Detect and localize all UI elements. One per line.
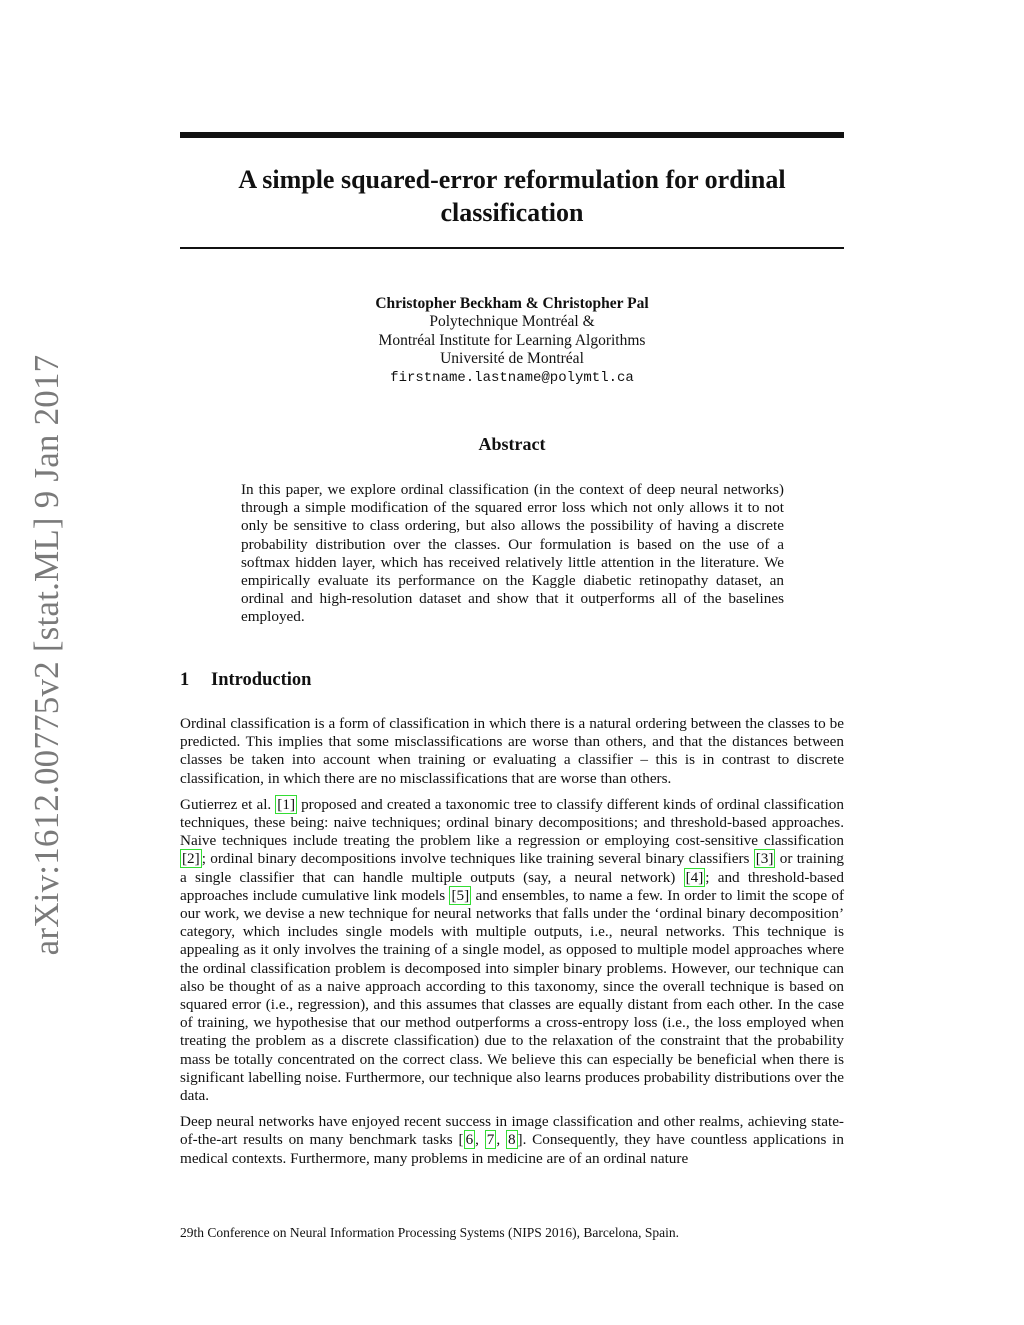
paragraph-2	[180, 796, 844, 1105]
paper-title: A simple squared-error reformulation for ordinal classification	[238, 165, 786, 227]
paragraph-text: ]. Consequently, they have countless applications in medical contexts. Furthermore, many problems in medicine are of an ordinal nature	[180, 1131, 845, 1167]
arxiv-stamp: arXiv:1612.00775v2 [stat.ML] 9 Jan 2017	[27, 354, 66, 956]
paragraph-text: ,	[475, 1131, 485, 1149]
affiliation-line: Université de Montréal	[440, 350, 584, 368]
citation-link-5[interactable]: [5]	[451, 886, 470, 904]
affiliation-line: Montréal Institute for Learning Algorithms	[378, 331, 646, 349]
title-top-rule	[180, 132, 844, 138]
author-block	[180, 295, 844, 387]
citation-link-8[interactable]: 8	[507, 1131, 516, 1149]
abstract-text: In this paper, we explore ordinal classification (in the context of deep neural networks) through a simple modification of the squared error loss which not only allows it to not only be sensitive to class ordering, but also allows the possibility of having a discrete probability distribution over the classes. Our formulation is based on the use of a softmax hidden layer, which has received relatively little attention in the literature. We empirically evaluate its performance on the Kaggle diabetic retinopathy dataset, an ordinal and high-resolution dataset and show that it outperforms all of the baselines employed.	[241, 481, 784, 626]
citation-link-2[interactable]: [2]	[182, 850, 200, 868]
author-names: Christopher Beckham & Christopher Pal	[375, 295, 649, 312]
section-number: 1	[180, 670, 190, 690]
paragraph-text: proposed and created a taxonomic tree to classify different kinds of ordinal classification techniques, these being: naive techniques; ordinal binary decompositions; and threshold-based approaches. Naive techniques include treating the problem like a regression or employing cost-sensitive classification	[180, 795, 844, 850]
section-heading	[180, 670, 311, 691]
paragraph-text: ; and threshold-based approaches include cumulative link models	[180, 868, 844, 904]
author-email: firstname.lastname@polymtl.ca	[390, 369, 634, 386]
affiliation-line: Polytechnique Montréal &	[429, 313, 595, 331]
paragraph-text: ; ordinal binary decompositions involve techniques like training several binary classifiers	[201, 850, 754, 868]
paragraph-text: and ensembles, to name a few. In order to limit the scope of our work, we devise a new technique for neural networks that falls under the ‘ordinal binary decomposition’ category, which includes single models with multiple outputs, i.e., neural networks. This technique is appealing as it only involves the training of a single model, as opposed to multiple model approaches where the ordinal classification problem is decomposed into simpler binary problems. However, our technique can also be thought of as a naive approach according to this taxonomy, since the overall technique is based on squared error (i.e., regression), and this assumes that classes are equally distant from each other. In the case of training, we hypothesise that our method outperforms a cross-entropy loss (i.e., the loss employed when treating the problem as a discrete classification) due to the relaxation of the constraint that the probability mass be totally concentrated on the correct class. We believe this can especially be beneficial when there is significant labelling noise. Furthermore, our technique also learns produces probability distributions over the data.	[180, 886, 845, 1105]
paragraph-text: Gutierrez et al.	[180, 795, 276, 813]
citation-link-1[interactable]: [1]	[277, 795, 296, 813]
citation-link-6[interactable]: 6	[465, 1131, 474, 1149]
paragraph-1: Ordinal classification is a form of classification in which there is a natural ordering between the classes to be predicted. This implies that some misclassifications are worse than others, and that the distances between classes be taken into account when training or evaluating a classifier – this is in contrast to discrete classification, in which there are no misclassifications that are worse than others.	[180, 715, 844, 787]
abstract-heading: Abstract	[478, 434, 546, 454]
conference-footnote: 29th Conference on Neural Information Processing Systems (NIPS 2016), Barcelona, Spain.	[180, 1225, 680, 1240]
paragraph-text: or training a single classifier that can handle multiple outputs (say, a neural network)	[180, 850, 845, 886]
paragraph-text: Deep neural networks have enjoyed recent success in image classification and other realms, achieving state-of-the-art results on many benchmark tasks [	[180, 1113, 844, 1149]
paragraph-text: ,	[496, 1131, 506, 1149]
section-title: Introduction	[211, 670, 312, 690]
introduction-body	[180, 715, 844, 1176]
citation-link-7[interactable]: 7	[486, 1131, 495, 1149]
title-bottom-rule	[180, 247, 844, 249]
citation-link-3[interactable]: [3]	[755, 850, 774, 868]
paragraph-3	[180, 1113, 844, 1168]
citation-link-4[interactable]: [4]	[685, 868, 704, 886]
